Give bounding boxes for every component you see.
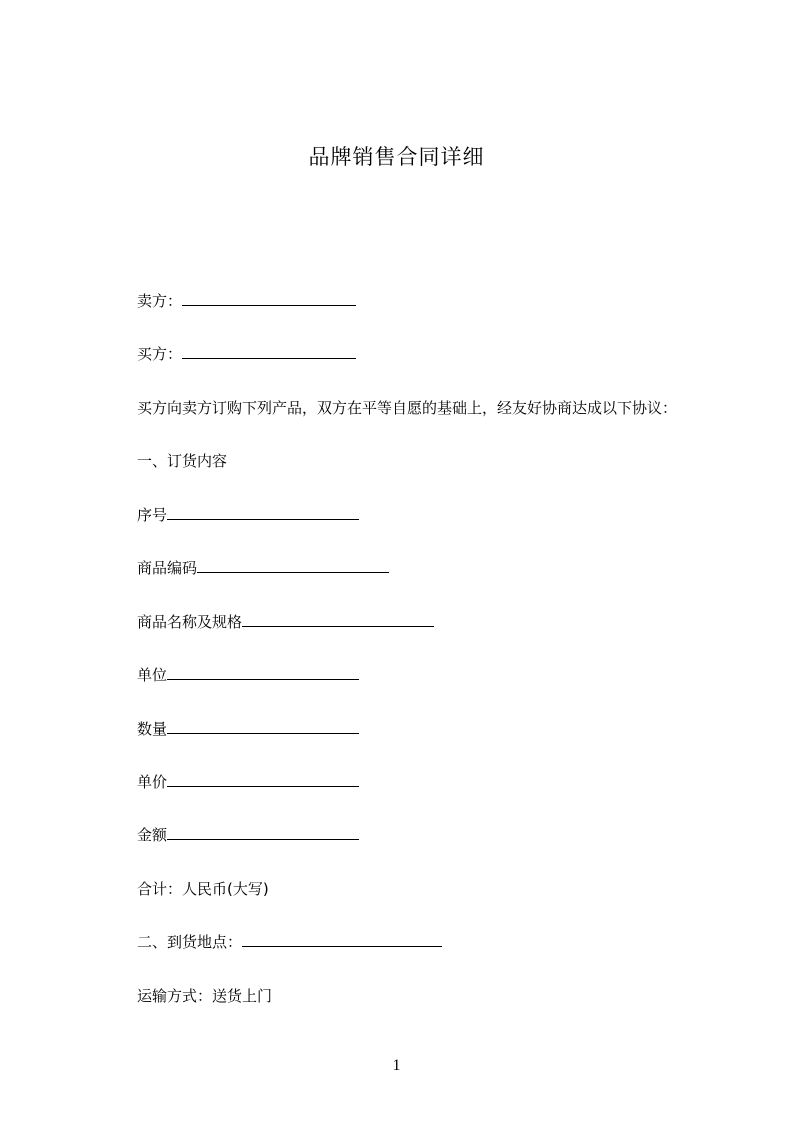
serial-no-blank bbox=[167, 506, 359, 520]
product-name-spec-blank bbox=[242, 613, 434, 627]
buyer-line bbox=[137, 344, 356, 364]
amount-blank bbox=[167, 826, 359, 840]
delivery-location-label: 二、到货地点： bbox=[137, 933, 243, 951]
serial-no-line bbox=[137, 505, 359, 525]
page-number: 1 bbox=[392, 1057, 401, 1074]
delivery-location-blank bbox=[242, 933, 442, 947]
unit-price-blank bbox=[167, 773, 359, 787]
unit-line bbox=[137, 665, 359, 685]
intro-paragraph: 买方向卖方订购下列产品，双方在平等自愿的基础上，经友好协商达成以下协议： bbox=[137, 399, 678, 417]
quantity-blank bbox=[167, 720, 359, 734]
seller-blank bbox=[182, 292, 356, 306]
product-code-label: 商品编码 bbox=[137, 559, 198, 577]
product-name-spec-label: 商品名称及规格 bbox=[137, 613, 243, 631]
buyer-label: 买方： bbox=[137, 345, 183, 363]
product-name-spec-line bbox=[137, 612, 434, 632]
amount-line bbox=[137, 825, 359, 845]
document-title: 品牌销售合同详细 bbox=[308, 145, 485, 169]
seller-line bbox=[137, 291, 356, 311]
section1-heading: 一、订货内容 bbox=[137, 452, 228, 470]
unit-price-label: 单价 bbox=[137, 773, 168, 791]
unit-price-line bbox=[137, 772, 359, 792]
amount-label: 金额 bbox=[137, 826, 168, 844]
unit-label: 单位 bbox=[137, 666, 168, 684]
total-line: 合计：人民币(大写) bbox=[137, 880, 269, 898]
delivery-location-line bbox=[137, 932, 442, 952]
serial-no-label: 序号 bbox=[137, 506, 168, 524]
buyer-blank bbox=[182, 345, 356, 359]
quantity-line bbox=[137, 719, 359, 739]
transport-line: 运输方式：送货上门 bbox=[137, 987, 273, 1005]
product-code-line bbox=[137, 558, 389, 578]
seller-label: 卖方： bbox=[137, 292, 183, 310]
unit-blank bbox=[167, 666, 359, 680]
product-code-blank bbox=[197, 559, 389, 573]
quantity-label: 数量 bbox=[137, 720, 168, 738]
